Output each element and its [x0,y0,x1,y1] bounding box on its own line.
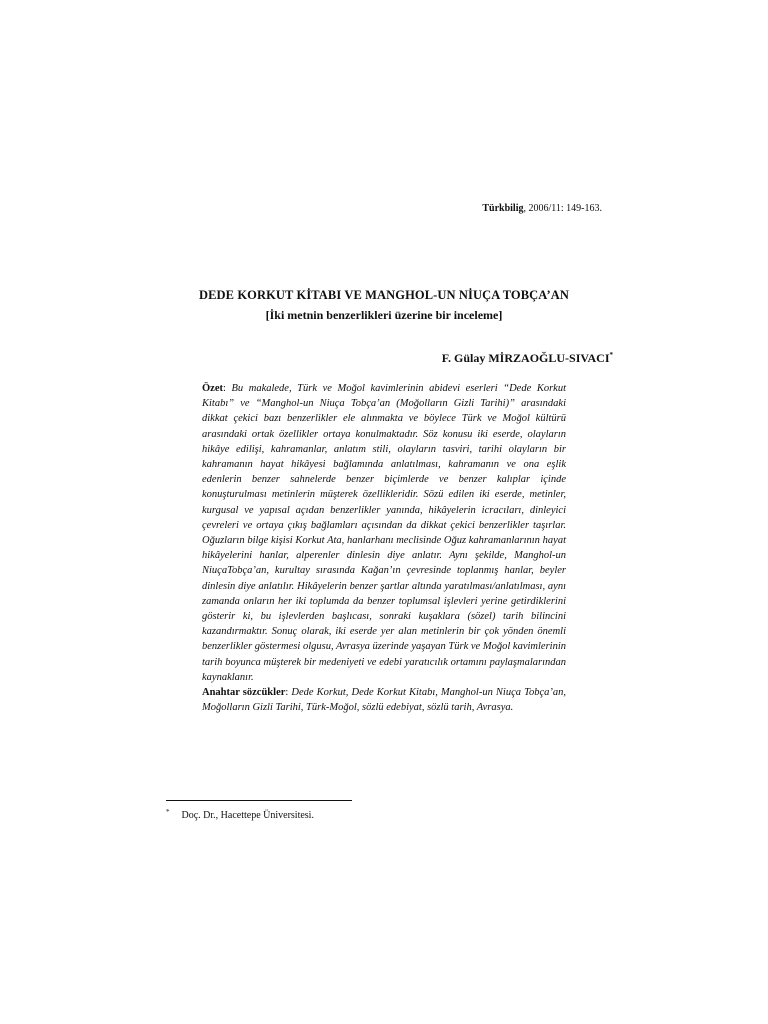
footnote-mark: * [166,808,170,816]
footnote [166,808,314,821]
author-footnote-mark: * [609,351,613,359]
footnote-text: Doç. Dr., Hacettepe Üniversitesi. [181,810,314,821]
keywords-paragraph [202,685,566,715]
citation-details: , 2006/11: 149-163. [523,203,602,214]
abstract-paragraph [202,381,566,685]
journal-name: Türkbilig [482,203,524,214]
article-subtitle: [İki metnin benzerlikleri üzerine bir inceleme] [265,308,503,322]
article-title: DEDE KORKUT KİTABI VE MANGHOL-UN NİUÇA TOBÇA’AN [198,288,570,302]
abstract-text: Bu makalede, Türk ve Moğol kavimlerinin abidevi eserleri “Dede Korkut Kitabı” ve “Manghol-un Niuça Tobça’an (Moğolların Gizli Tarihi)” arasındaki dikkat çekici bazı benzerlikler ele alınmakta ve böylece Türk ve Moğol kültürü arasındaki ortak özellikler ortaya konulmaktadır. Söz konusu iki eserde, olayların hikâye edilişi, kahramanlar, anlatım stili, olayların tasviri, tarihi olayların bir kahramanın hayat hikâyesi bağlamında anlatılması, kahramanın ve ona eşlik edenlerin benzer sahnelerde benzer biçimlerde ve benzer kalıplar içinde konuşturulması metinlerin müşterek özellikleridir. Sözü edilen iki eserde, metinler, kurgusal ve yapısal açıdan benzerlikler yanında, hikâyelerin icracıları, dinleyici çevreleri ve ortaya çıkış bağlamları açısından da dikkat çekici benzerlikler taşırlar. Oğuzların bilge kişisi Korkut Ata, hanlarhanı meclisinde Oğuz kahramanlarının hayat hikâyelerini hanlar, alperenler dinlesin diye anlatır. Aynı şekilde, Manghol-un NiuçaTobça’an, kurultay sırasında Kağan’ın çevresinde toplanmış hanlar, beyler dinlesin diye anlatılır. Hikâyelerin benzer şartlar altında yaratılması/anlatılması, aynı zamanda onların her iki toplumda da benzer toplumsal işlevleri yerine getirdiklerini gösterir ki, bu işlevlerden başlıcası, sonraki kuşaklara (sözel) tarih bilincini kazandırmaktır. Sonuç olarak, iki eserde yer alan metinlerin bir çok yönden önemli benzerlikler göstermesi olgusu, Avrasya üzerinde yaşayan Türk ve Moğol kavimlerinin tarih boyunca müşterek bir medeniyeti ve edebi yaratıcılık ortamını paylaşmalarından kaynaklanır. [202,383,566,683]
footnote-divider [166,800,352,801]
keywords-text: Dede Korkut, Dede Korkut Kitabı, Manghol-un Niuça Tobça’an, Moğolların Gizli Tarihi, Türk-Moğol, sözlü edebiyat, sözlü tarih, Avrasya. [202,687,566,714]
abstract-label-separator: : [223,383,232,394]
abstract-block [202,381,566,715]
author-given-name: F. Gülay [441,351,489,365]
abstract-label: Özet [202,383,223,394]
author-surname: MİRZAOĞLU-SIVACI [488,351,610,365]
keywords-label-separator: : [285,687,292,699]
author [442,351,613,366]
keywords-label: Anahtar sözcükler [202,687,286,699]
citation [482,203,602,214]
